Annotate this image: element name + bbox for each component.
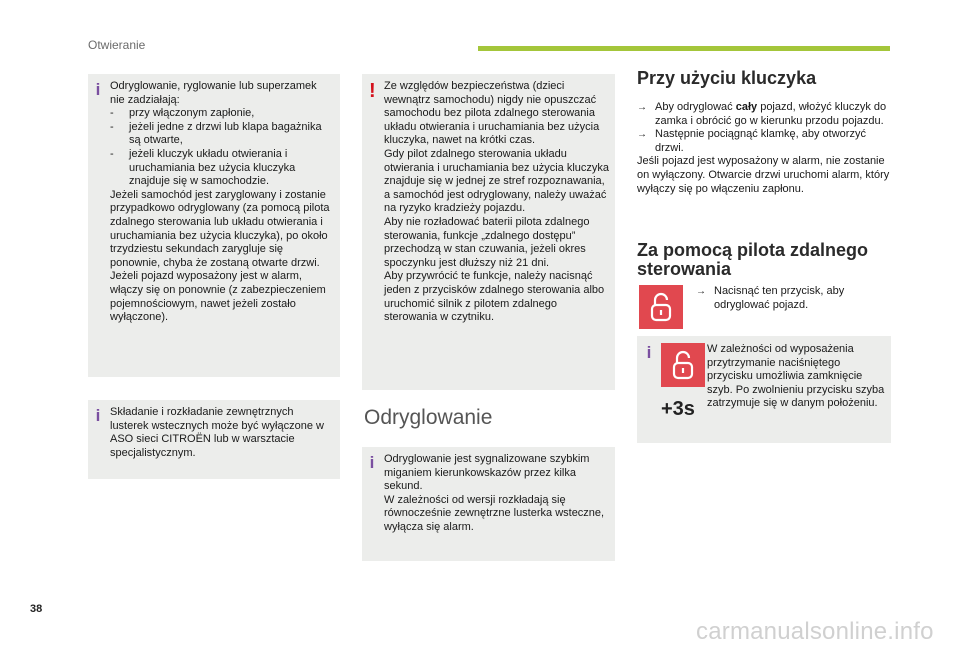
info-paragraph: Składanie i rozkładanie zewnętrznych lusterek wstecznych może być wyłączone w ASO sieci CITROËN lub w warsztacie specjalistycznym. <box>110 406 324 459</box>
watermark: carmanualsonline.info <box>696 618 934 645</box>
key-note: Jeśli pojazd jest wyposażony w alarm, nie zostanie on wyłączony. Otwarcie drzwi uruchomi alarm, który wyłączy się po włączeniu zapłonu. <box>637 155 890 195</box>
padlock-unlock-icon <box>670 349 696 381</box>
info-intro: Odryglowanie, ryglowanie lub superzamek nie zadziałają: <box>110 80 317 106</box>
warning-paragraph: Aby nie rozładować baterii pilota zdalnego sterowania, funkcje „zdalnego dostępu” przechodzą w stan czuwania, jeżeli okres spoczynku jest dłuższy niż 21 dni. <box>384 215 590 269</box>
section-header: Otwieranie <box>88 38 146 52</box>
key-instructions <box>637 101 892 196</box>
list-item: → Aby odryglować cały pojazd, włożyć kluczyk do zamka i obrócić go w kierunku przodu pojazdu. <box>637 101 892 128</box>
info-paragraph: Jeżeli pojazd wyposażony jest w alarm, włączy się on ponownie (z zabezpieczeniem pojemnościowym, nawet jeżeli zostało wyłączone). <box>110 270 326 324</box>
info-icon: i <box>646 343 652 362</box>
info-paragraph: W zależności od wyposażenia przytrzymanie naciśniętego przycisku umożliwia zamknięcie szyb. Po zwolnieniu przycisku szyba zatrzymuje się w danym położeniu. <box>707 343 885 410</box>
warning-icon: ! <box>369 80 376 102</box>
section-title-unlocking: Odryglowanie <box>364 406 493 429</box>
warning-paragraph: Aby przywrócić te funkcje, należy nacisnąć jeden z przycisków zdalnego sterowania albo uruchomić silnik z pilotem zdalnego sterowania w czytniku. <box>384 270 605 324</box>
heading-remote-control: Za pomocą pilota zdalnego sterowania <box>637 240 869 279</box>
info-box-windows <box>637 336 891 443</box>
unlock-button-tile <box>639 285 683 329</box>
info-paragraph: Odryglowanie jest sygnalizowane szybkim miganiem kierunkowskazów przez kilka sekund. <box>384 453 590 493</box>
info-box-mirrors <box>88 400 340 479</box>
unlock-button-tile <box>661 343 705 387</box>
hold-duration-label: +3s <box>661 398 695 420</box>
page-number: 38 <box>30 603 43 615</box>
heading-using-key: Przy użyciu kluczyka <box>637 68 817 88</box>
warning-paragraph: Gdy pilot zdalnego sterowania układu otwierania i uruchamiania bez użycia kluczyka znajduje się w jednej ze stref rozpoznawania, a samochód jest odryglowany, należy uważać na ryzyko kradzieży pojazdu. <box>384 147 609 215</box>
info-paragraph: W zależności od wersji rozkładają się równocześnie zewnętrzne lusterka wsteczne, wyłącza się alarm. <box>384 493 605 533</box>
list-item: - jeżeli kluczyk układu otwierania i uruchamiania bez użycia kluczyka znajduje się w samochodzie. <box>110 148 334 189</box>
padlock-unlock-icon <box>648 291 674 323</box>
warning-paragraph: Ze względów bezpieczeństwa (dzieci wewnątrz samochodu) nigdy nie opuszczać samochodu bez pilota zdalnego sterowania układu otwierania i uruchamiania bez użycia kluczyka, nawet na krótki czas. <box>384 80 600 147</box>
list-item: - jeżeli jedne z drzwi lub klapa bagażnika są otwarte, <box>110 121 334 148</box>
list-item: - przy włączonym zapłonie, <box>110 107 334 121</box>
warning-box-safety <box>362 74 615 390</box>
info-icon: i <box>95 80 101 99</box>
info-icon: i <box>95 406 101 425</box>
list-item: → Następnie pociągnąć klamkę, aby otworzyć drzwi. <box>637 128 892 155</box>
list-item: → Nacisnąć ten przycisk, aby odryglować pojazd. <box>696 285 886 312</box>
info-box-unlock-signal <box>362 447 615 561</box>
info-box-locking-conditions <box>88 74 340 377</box>
info-paragraph: Jeżeli samochód jest zaryglowany i zostanie przypadkowo odryglowany (za pomocą pilota zdalnego sterowania lub układu otwierania i uruchamiania bez użycia kluczyka), po około trzydziestu sekundach zarygluje się ponownie, chyba że zostaną otwarte drzwi. <box>110 188 330 269</box>
header-accent-bar <box>478 46 890 51</box>
info-icon: i <box>369 453 375 472</box>
remote-instruction <box>696 285 886 312</box>
